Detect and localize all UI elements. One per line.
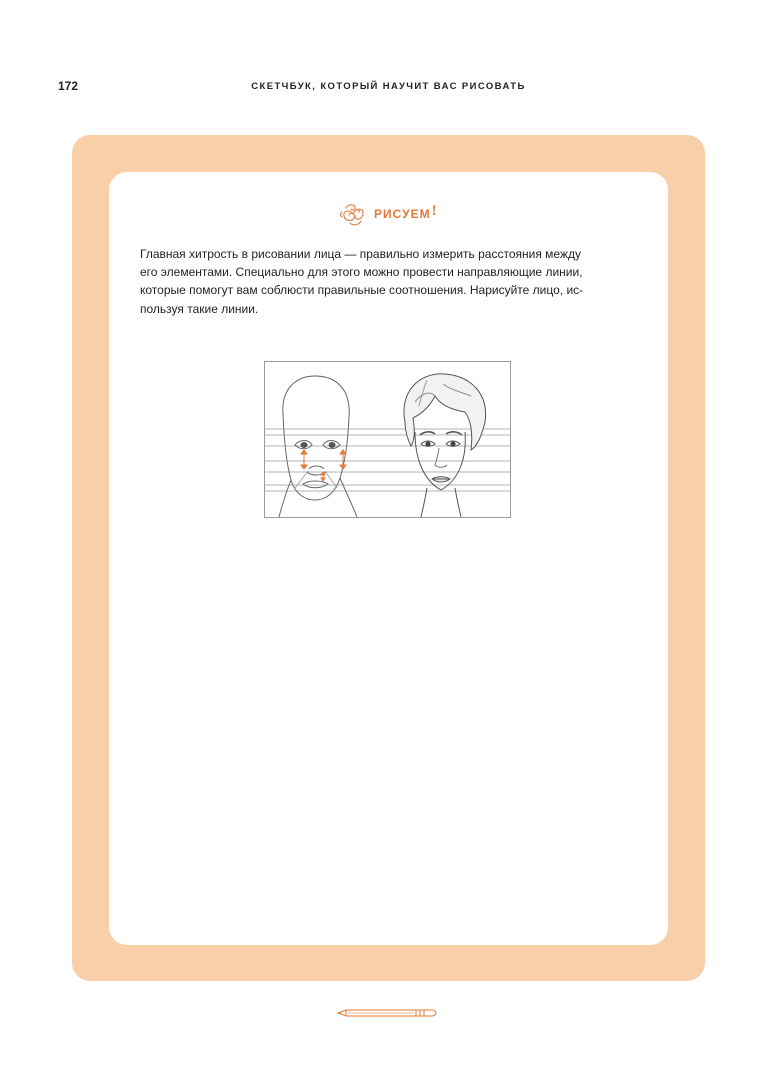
swirl-doodle-icon [338,201,368,227]
shaded-face [404,374,486,517]
running-header: СКЕТЧБУК, КОТОРЫЙ НАУЧИТ ВАС РИСОВАТЬ [251,81,526,92]
page-number: 172 [58,79,79,93]
section-heading [338,200,437,228]
body-line: пользуя такие линии. [140,301,259,316]
pencil-icon [336,1008,438,1018]
measurement-arrows [301,450,346,481]
body-line: Главная хитрость в рисовании лица — правильно измерить расстояния между [140,247,581,261]
face-proportions-illustration [264,361,511,518]
section-title: РИСУЕМ [374,207,431,221]
schematic-face [279,376,357,517]
body-line: его элементами. Специально для этого можно провести направляющие линии, [140,265,583,280]
body-line: которые помогут вам соблюсти правильные соотношения. Нарисуйте лицо, ис- [140,283,584,298]
section-exclamation: ! [431,202,437,219]
body-paragraph [140,245,640,318]
